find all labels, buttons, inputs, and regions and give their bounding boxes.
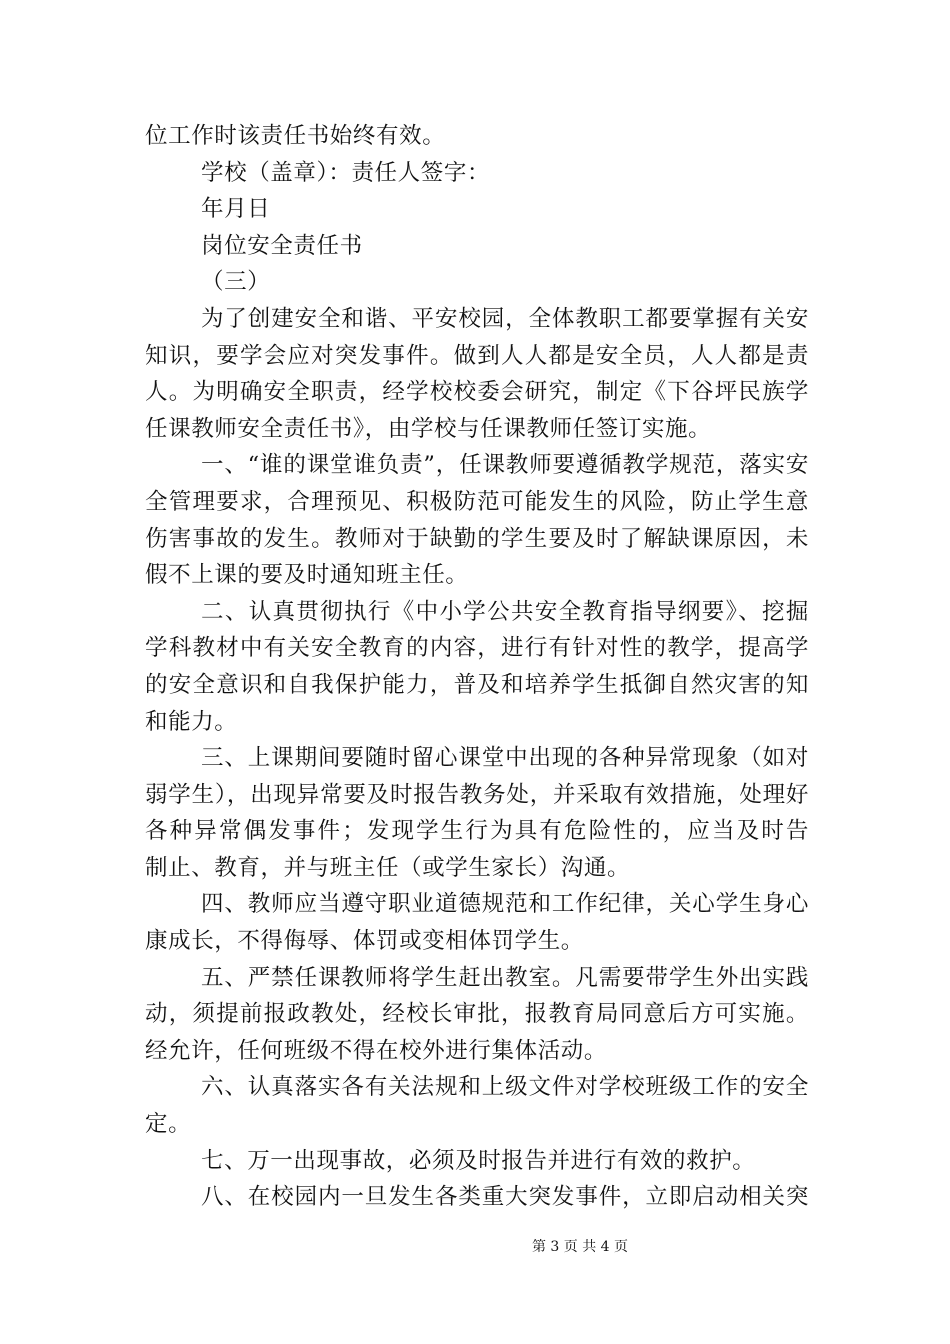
text-line: 七、万一出现事故，必须及时报告并进行有效的救护。 [201, 1147, 756, 1174]
text-line: 位工作时该责任书始终有效。 [145, 123, 446, 149]
text-line: 岗位安全责任书 [201, 232, 363, 259]
text-line: （三） [201, 269, 271, 296]
text-line: 动，须提前报政教处，经校长审批，报教育局同意后方可实施。 [145, 1001, 809, 1028]
text-line: 制止、教育，并与班主任（或学生家长）沟通。 [145, 854, 631, 881]
text-line: 各种异常偶发事件；发现学生行为具有危险性的，应当及时告 [145, 818, 809, 845]
text-line: 为了创建安全和谐、平安校园，全体教职工都要掌握有关安 [201, 305, 809, 332]
text-line: 弱学生），出现异常要及时报告教务处，并采取有效措施，处理好 [145, 781, 809, 808]
text-line: 学科教材中有关安全教育的内容，进行有针对性的教学，提高学 [145, 635, 809, 662]
text-line: 四、教师应当遵守职业道德规范和工作纪律，关心学生身心 [201, 891, 809, 918]
text-line: 伤害事故的发生。教师对于缺勤的学生要及时了解缺课原因，未 [145, 525, 809, 552]
text-line: 六、认真落实各有关法规和上级文件对学校班级工作的安全 [201, 1074, 809, 1101]
text-line: 学校（盖章）：责任人签字： [201, 159, 491, 186]
text-line: 和能力。 [145, 708, 238, 735]
text-line: 八、在校园内一旦发生各类重大突发事件，立即启动相关突 [201, 1184, 809, 1211]
text-line: 年月日 [201, 196, 271, 223]
document-body [145, 118, 809, 1216]
text-line: 的安全意识和自我保护能力，普及和培养学生抵御自然灾害的知 [145, 671, 809, 698]
text-line: 定。 [145, 1111, 192, 1138]
text-line: 知识，要学会应对突发事件。做到人人都是安全员，人人都是责 [145, 342, 809, 369]
text-line: 三、上课期间要随时留心课堂中出现的各种异常现象（如对 [201, 745, 809, 772]
page-footer [0, 1238, 950, 1256]
text-line: 二、认真贯彻执行《中小学公共安全教育指导纲要》、挖掘 [201, 598, 809, 625]
text-line: 任课教师安全责任书》，由学校与任课教师任签订实施。 [145, 415, 712, 442]
text-line: 一、“谁的课堂谁负责”，任课教师要遵循教学规范，落实安 [201, 452, 809, 479]
text-line: 全管理要求，合理预见、积极防范可能发生的风险，防止学生意 [145, 488, 809, 515]
text-line: 假不上课的要及时通知班主任。 [145, 562, 469, 589]
text-line: 人。为明确安全职责，经学校校委会研究，制定《下谷坪民族学 [145, 379, 809, 406]
text-line: 康成长，不得侮辱、体罚或变相体罚学生。 [145, 928, 584, 955]
page-number: 第 3 页 共 4 页 [531, 1239, 629, 1255]
text-line: 经允许，任何班级不得在校外进行集体活动。 [145, 1037, 608, 1064]
text-line: 五、严禁任课教师将学生赶出教室。凡需要带学生外出实践 [201, 964, 809, 991]
